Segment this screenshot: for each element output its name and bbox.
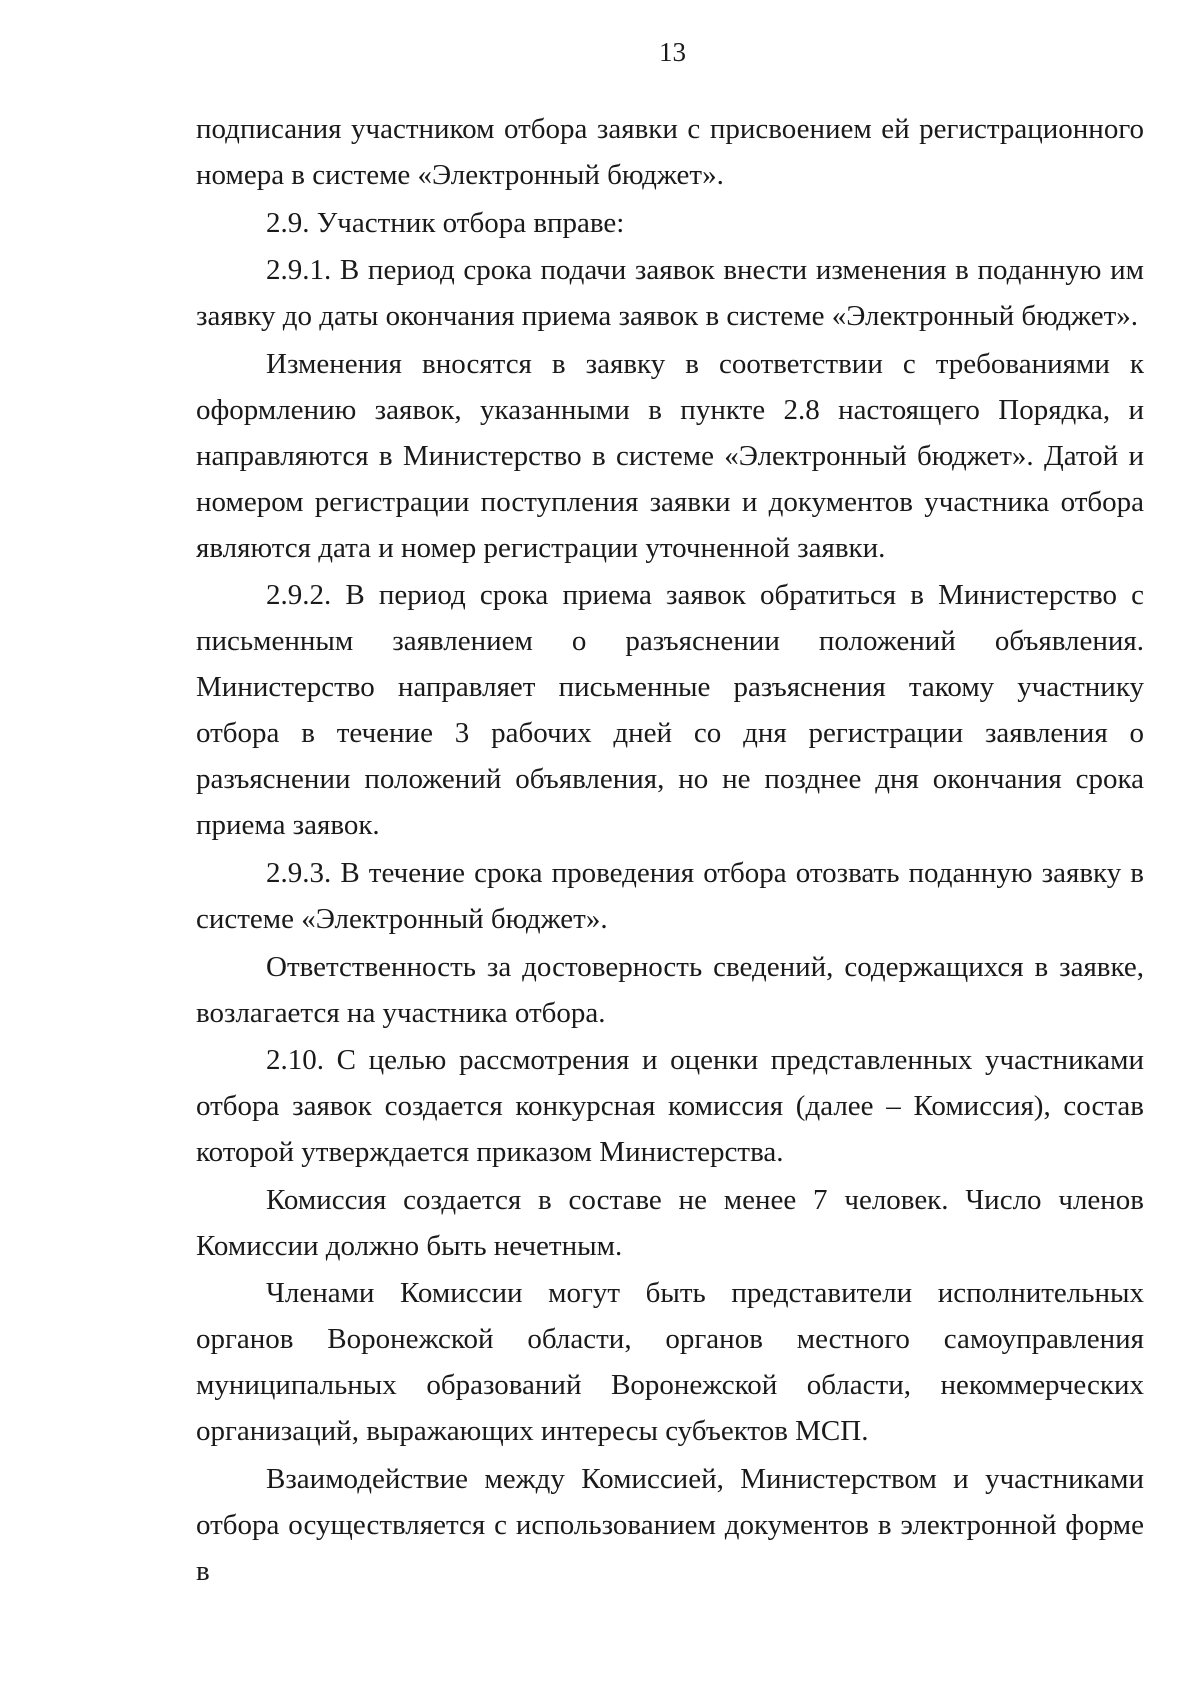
paragraph-responsibility: Ответственность за достоверность сведений, содержащихся в заявке, возлагается на участника отбора. xyxy=(196,950,1144,1029)
document-body xyxy=(196,106,1144,1596)
paragraph-interaction: Взаимодействие между Комиссией, Министерством и участниками отбора осуществляется с использованием документов в электронной форме в xyxy=(196,1462,1144,1587)
paragraph-changes: Изменения вносятся в заявку в соответствии с требованиями к оформлению заявок, указанными в пункте 2.8 настоящего Порядка, и направляются в Министерство в системе «Электронный бюджет». Датой и номером регистрации поступления заявки и документов участника отбора являются дата и номер регистрации уточненной заявки. xyxy=(196,347,1144,564)
paragraph-commission-members: Членами Комиссии могут быть представители исполнительных органов Воронежской области, органов местного самоуправления муниципальных образований Воронежской области, некоммерческих организаций, выражающих интересы субъектов МСП. xyxy=(196,1277,1144,1448)
paragraph-commission-size: Комиссия создается в составе не менее 7 человек. Число членов Комиссии должно быть нечетным. xyxy=(196,1183,1144,1262)
paragraph-2-10: 2.10. С целью рассмотрения и оценки представленных участниками отбора заявок создается конкурсная комиссия (далее – Комиссия), состав которой утверждается приказом Министерства. xyxy=(196,1044,1144,1169)
paragraph-2-9: 2.9. Участник отбора вправе: xyxy=(266,206,625,239)
paragraph-continuation: подписания участником отбора заявки с присвоением ей регистрационного номера в системе «Электронный бюджет». xyxy=(196,113,1144,191)
paragraph-2-9-3: 2.9.3. В течение срока проведения отбора отозвать поданную заявку в системе «Электронный бюджет». xyxy=(196,856,1144,935)
paragraph-2-9-2: 2.9.2. В период срока приема заявок обратиться в Министерство с письменным заявлением о разъяснении положений объявления. Министерство направляет письменные разъяснения такому участнику отбора в течение 3 рабочих дней со дня регистрации заявления о разъяснении положений объявления, но не позднее дня окончания срока приема заявок. xyxy=(196,579,1144,842)
paragraph-2-9-1: 2.9.1. В период срока подачи заявок внести изменения в поданную им заявку до даты окончания приема заявок в системе «Электронный бюджет». xyxy=(196,254,1144,333)
page-number: 13 xyxy=(659,37,686,67)
